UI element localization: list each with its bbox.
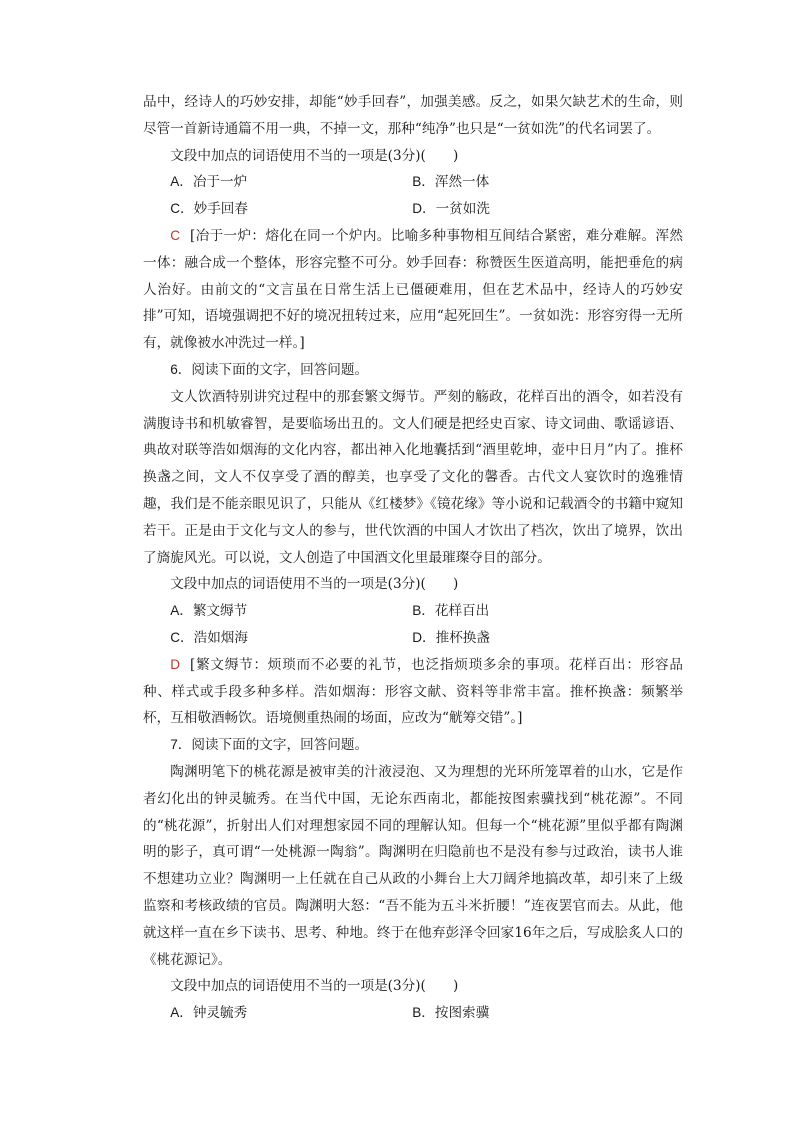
- q7-option-a: A．钟灵毓秀: [170, 1005, 248, 1022]
- q6-option-c: C．浩如烟海: [170, 629, 248, 646]
- q6-options-row-2: [143, 625, 683, 652]
- q6-answer: [143, 652, 683, 732]
- page-content: [143, 89, 683, 1027]
- q6-option-a: A．繁文缛节: [170, 603, 248, 620]
- q6-question: 文段中加点的词语使用不当的一项是(3分)( ): [170, 576, 459, 593]
- q5-option-a: A．冶于一炉: [170, 174, 248, 191]
- q7-heading: 7．阅读下面的文字，回答问题。: [170, 737, 369, 754]
- q6-heading: 6．阅读下面的文字，回答问题。: [170, 361, 369, 378]
- q6-answer-letter: D: [170, 656, 181, 672]
- q5-answer: [143, 223, 683, 357]
- q5-passage-tail: 品中，经诗人的巧妙安排，却能“妙手回春”，加强美感。反之，如果欠缺艺术的生命，则尽管一首新诗通篇不用一典，不掉一文，那种“纯净”也只是“一贫如洗”的代名词罢了。: [143, 94, 683, 137]
- q6-options-row-1: [143, 598, 683, 625]
- q5-options-row-1: [143, 169, 683, 196]
- q5-option-c: C．妙手回春: [170, 201, 248, 218]
- q5-answer-explanation: [冶于一炉：熔化在同一个炉内。比喻多种事物相互间结合紧密，难分难解。浑然一体：融合成一个整体，形容完整不可分。妙手回春：称赞医生医道高明，能把垂危的病人治好。由前文的“文言虽在日常生活上已僵硬难用，但在艺术品中，经诗人的巧妙安排”可知，语境强调把不好的境况扭转过来，应用“起死回生”。一贫如洗：形容穷得一无所有，就像被水冲洗过一样。]: [143, 227, 683, 352]
- q7-options-row-1: [143, 1000, 683, 1027]
- q5-option-d: D．一贫如洗: [412, 201, 490, 218]
- q5-option-b: B．浑然一体: [412, 174, 490, 191]
- q5-options-row-2: [143, 196, 683, 223]
- q7-question: 文段中加点的词语使用不当的一项是(3分)( ): [170, 978, 459, 995]
- q7-option-b: B．按图索骥: [412, 1005, 490, 1022]
- q6-option-d: D．推杯换盏: [412, 629, 490, 646]
- q5-question: 文段中加点的词语使用不当的一项是(3分)( ): [170, 147, 459, 164]
- q5-answer-letter: C: [170, 227, 181, 243]
- q6-passage: 文人饮酒特别讲究过程中的那套繁文缛节。严刻的觞政，花样百出的酒令，如若没有满腹诗书和机敏睿智，是要临场出丑的。文人们硬是把经史百家、诗文词曲、歌谣谚语、典故对联等浩如烟海的文化内容，都出神入化地囊括到“酒里乾坤，壶中日月”内了。推杯换盏之间，文人不仅享受了酒的醇美，也享受了文化的馨香。古代文人宴饮时的逸雅情趣，我们是不能亲眼见识了，只能从《红楼梦》《镜花缘》等小说和记载酒令的书籍中窥知若干。正是由于文化与文人的参与，世代饮酒的中国人才饮出了档次，饮出了境界，饮出了旖旎风光。可以说，文人创造了中国酒文化里最璀璨夺目的部分。: [143, 388, 683, 566]
- q7-passage: 陶渊明笔下的桃花源是被审美的汁液浸泡、又为理想的光环所笼罩着的山水，它是作者幻化出的钟灵毓秀。在当代中国，无论东西南北，都能按图索骥找到“桃花源”。不同的“桃花源”，折射出人们对理想家园不同的理解认知。但每一个“桃花源”里似乎都有陶渊明的影子，真可谓“一处桃源一陶翁”。陶渊明在归隐前也不是没有参与过政治，读书人谁不想建功立业？陶渊明一上任就在自己从政的小舞台上大刀阔斧地搞改革，却引来了上级监察和考核政绩的官员。陶渊明大怒：“吾不能为五斗米折腰！”连夜罢官而去。从此，他就这样一直在乡下读书、思考、种地。终于在他弃彭泽令回家16年之后，写成脍炙人口的《桃花源记》。: [143, 763, 683, 968]
- q6-option-b: B．花样百出: [412, 603, 490, 620]
- q6-answer-explanation: [繁文缛节：烦琐而不必要的礼节，也泛指烦琐多余的事项。花样百出：形容品种、样式或手段多种多样。浩如烟海：形容文献、资料等非常丰富。推杯换盏：频繁举杯，互相敬酒畅饮。语境侧重热闹的场面，应改为“觥筹交错”。]: [143, 656, 683, 727]
